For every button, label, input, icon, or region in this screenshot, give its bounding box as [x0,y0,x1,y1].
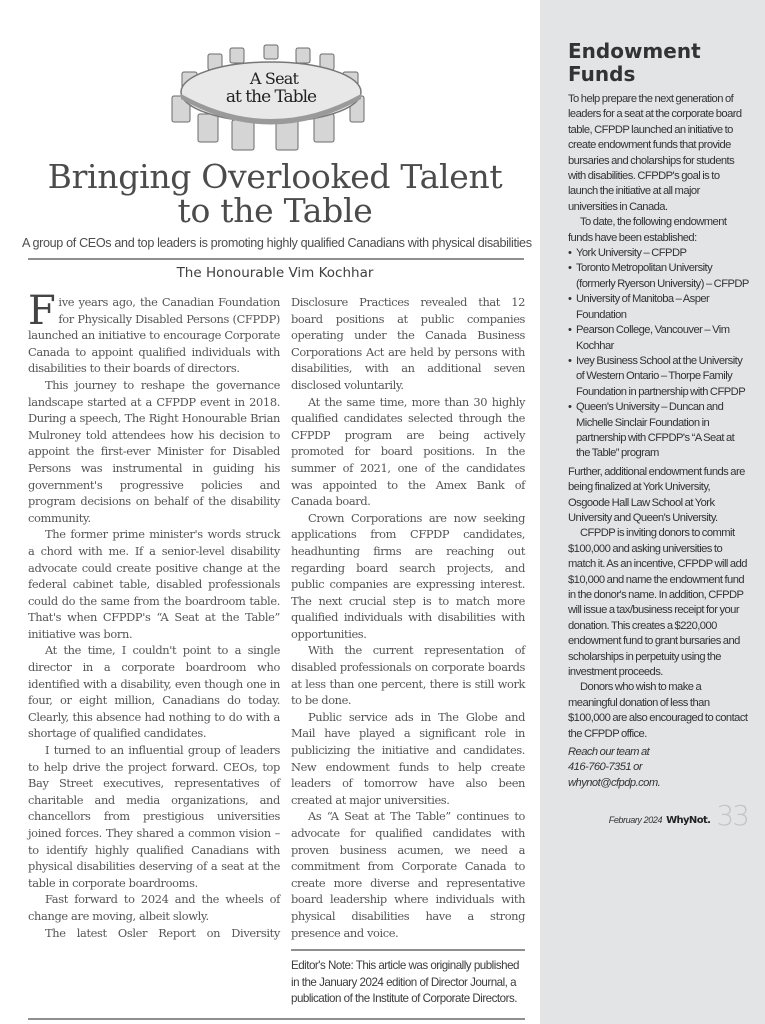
list-item: • Ivey Business School at the University of Western Ontario – Thorpe Family Foundation in partnership with CFPDP [568,354,750,400]
logo-text-line2: at the Table [225,87,317,107]
sidebar-content [568,40,750,831]
list-item: • Pearson College, Vancouver – Vim Kochhar [568,323,750,354]
sidebar-title-line-1: Endowment [568,39,701,63]
divider-rule [28,258,524,260]
paragraph: Fast forward to 2024 and the wheels of change are moving, albeit slowly. [28,892,280,923]
page-number: 33 [716,799,748,833]
paragraph-text: ive years ago, the Canadian Foundation for Physically Disabled Persons (CFPDP) launched an initiative to encourage Corporate Canada to appoint qualified individuals with disabilities to their boards of directors. [28,295,280,376]
paragraph: I turned to an influential group of leaders to help drive the project forward. CEOs, top Bay Street executives, representatives of charitable and media organizations, and chancellors from prestigious universities joined forces. They shared a common vision – to identify highly qualified Canadians with physical disabilities deserving of a seat at the table in corporate boardrooms. [28,743,280,890]
article-body [28,288,525,1020]
article-byline: The Honourable Vim Kochhar [176,265,374,281]
contact-or: or [633,761,642,774]
paragraph: At the time, I couldn't point to a single director in a corporate boardroom who identified with a disability, even though one in four, or eight million, Canadians do today. Clearly, this absence had nothing to do with a shortage of qualified candidates. [28,643,280,741]
logo-text-line1: A Seat [249,69,299,88]
headline-line-1: Bringing Overlooked Talent [47,157,503,196]
list-item: • Toronto Metropolitan University (formerly Ryerson University) – CFPDP [568,261,750,292]
list-item: • University of Manitoba – Asper Foundation [568,292,750,323]
sidebar-title-line-2: Funds [568,62,636,86]
issue-date: February 2024 [608,815,663,826]
article-column-2 [291,294,525,1008]
paragraph: The former prime minister's words struck a chord with me. If a senior-level disability advocate could create positive change at the federal cabinet table, disabled professionals could do the same from the boardroom table. That's when CFPDP's “A Seat at the Table” initiative was born. [28,527,280,641]
article-columns [28,288,525,1008]
magazine-brand: WhyNot. [666,815,711,827]
drop-cap: F [28,288,56,334]
article-deck: A group of CEOs and top leaders is promoting highly qualified Canadians with physical disabilities [22,236,532,250]
editor-note: Editor's Note: This article was originally published in the January 2024 edition of Director Journal, a publication of the Institute of Corporate Directors. [291,959,519,1006]
paragraph: The latest Osler Report on Diversity [45,925,280,940]
contact-label: Reach our team at [568,746,650,759]
paragraph [28,288,280,377]
sidebar-contact [568,745,750,791]
sidebar-intro: To help prepare the next generation of leaders for a seat at the corporate board table, CFPDP launched an initiative to create endowment funds that provide bursaries and cholarships for students with disabilities. CFPDP's goal is to launch the initiative at all major universities in Canada. [568,93,742,213]
article-headline [22,157,528,230]
paragraph: Disclosure Practices revealed that 12 board positions at public companies operating under the Canada Business Corporations Act are held by persons with disabilities, with an additional seven disclosed voluntarily. [291,295,525,392]
editor-note-top-rule [291,949,525,951]
sidebar-donors: Donors who wish to make a meaningful donation of less than $100,000 are also encouraged to contact the CFPDP office. [568,681,748,740]
paragraph: This journey to reshape the governance landscape started at a CFPDP event in 2018. During a speech, The Right Honourable Brian Mulroney told attendees how his decision to appoint the first-ever Minister for Disabled Persons was instrumental in guiding his government's progressive policies and program decisions on behalf of the disability community. [28,377,280,525]
endowment-fund-list [568,246,750,462]
bottom-rule [28,1018,525,1020]
sidebar-list-intro: To date, the following endowment funds have been established: [568,216,727,244]
paragraph: With the current representation of disabled professionals on corporate boards at less than one percent, there is still work to be done. [291,643,525,708]
sidebar-title [568,40,750,86]
page-footer [568,801,750,831]
sidebar-body [568,92,750,791]
editor-note-block [291,949,525,1008]
list-item: • Queen's University – Duncan and Michelle Sinclair Foundation in partnership with CFPDP's “A Seat at the Table” program [568,400,750,462]
sidebar-inviting: CFPDP is inviting donors to commit $100,000 and asking universities to match it. As an incentive, CFPDP will add $10,000 and name the endowment fund in the donor's name. In addition, CFPDP will issue a tax/business receipt for your donation. This creates a $220,000 endowment fund to grant bursaries and scholarships in perpetuity using the investment proceeds. [568,527,747,679]
paragraph: Public service ads in The Globe and Mail have played a significant role in publicizing the initiative and candidates. New endowment funds to help create leaders of tomorrow have also been created at major universities. [291,709,525,807]
paragraph: At the same time, more than 30 highly qualified candidates selected through the CFPDP program are being actively promoted for board positions. In the summer of 2021, one of the candidates was appointed to the Amex Bank of Canada board. [291,394,525,509]
headline-line-2: to the Table [177,191,373,230]
contact-email-link[interactable]: whynot@cfpdp.com. [568,776,661,789]
contact-phone[interactable]: 416-760-7351 [568,761,632,774]
paragraph: As “A Seat at The Table” continues to advocate for qualified candidates with proven business acumen, we need a commitment from Corporate Canada to create more diverse and representative board leadership where individuals with physical disabilities have a strong presence and voice. [291,809,525,940]
paragraph: Crown Corporations are now seeking applications from CFPDP candidates, headhunting firms are reaching out regarding board search projects, and public companies are expressing interest. The next crucial step is to match more qualified individuals with disabilities with opportunities. [291,510,525,641]
list-item: • York University – CFPDP [568,246,750,261]
seat-at-the-table-logo [168,44,368,159]
article-column-1 [28,288,280,941]
sidebar-further: Further, additional endowment funds are being finalized at York University, Osgoode Hall Law School at York University and Queen's University. [568,465,745,524]
